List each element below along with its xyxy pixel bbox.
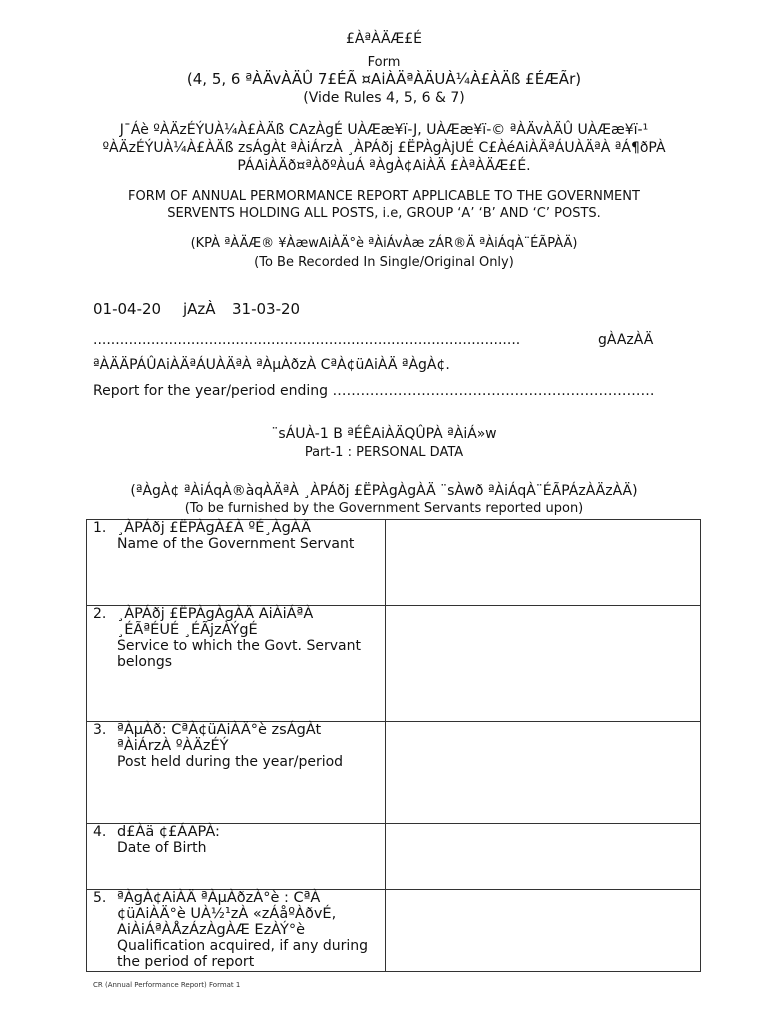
answer-field-post[interactable]	[386, 722, 701, 824]
part1-instruction-english: (To be furnished by the Government Servants reported upon)	[184, 501, 584, 516]
question-cell	[87, 890, 386, 972]
row-number: 1.	[93, 520, 107, 536]
single-copy-english: (To Be Recorded In Single/Original Only)	[254, 255, 514, 270]
single-copy-kannada: (KPÀ ªÀÄÆ® ¥ÀæwAiÀÄ°è ªÀiÁvÀæ zÁR®Ä ªÀiÁqÀ¨ÉÃPÀÄ)	[190, 236, 578, 251]
table-row	[87, 520, 701, 606]
question-english: Name of the Government Servant	[117, 536, 355, 552]
question-kannada: d£Àä ¢£ÁAPÀ:	[117, 824, 220, 840]
part1-instruction-kannada: (ªÀgÀ¢ ªÀiÁqÀ®àqÀÄªÀ ¸ÀPÁðj £ËPÀgÀgÀÄ ¨sÀwð ªÀiÁqÀ¨ÉÃPÁzÀÄzÀÄ)	[130, 483, 638, 499]
question-kannada: ªÀiÁrzÀ ºÀÄzÉÝ	[117, 738, 229, 754]
period-kannada-line: ªÀÄÄPÁÛAiÀÄªÁUÀÄªÀ ªÀµÀðzÀ CªÀ¢üAiÀÄ ªÀgÀ¢.	[93, 357, 450, 373]
period-to-word: jAzÀ	[183, 300, 216, 318]
part1-heading-kannada: ¨sÁUÀ-1 B ªÉÊAiÀÄQÛPÀ ªÀiÁ»w	[271, 426, 497, 442]
form-subtitle: (4, 5, 6 ªÀÄvÀÄÛ 7£ÉÃ ¤AiÀÄªÀÄUÀ¼À£ÀÄß £ÉÆÃr)	[186, 70, 582, 88]
part1-heading-english: Part-1 : PERSONAL DATA	[304, 445, 464, 460]
question-english: Service to which the Govt. Servant	[117, 638, 361, 654]
question-english: Date of Birth	[117, 840, 207, 856]
answer-field-service[interactable]	[386, 606, 701, 722]
question-english: Qualification acquired, if any during	[117, 938, 369, 954]
question-cell	[87, 606, 386, 722]
period-from-date: 01-04-20	[93, 300, 162, 318]
english-title-line: SERVENTS HOLDING ALL POSTS, i.e, GROUP ‘A’ ‘B’ AND ‘C’ POSTS.	[167, 206, 601, 221]
kannada-para-line: ºÀÄzÉÝUÀ¼À£ÀÄß zsÁgÀt ªÀiÁrzÀ ¸ÀPÁðj £ËPÀgÀjUÉ C£ÀéAiÀÄªÁUÀÄªÀ ªÁ¶ðPÀ	[102, 140, 666, 156]
question-kannada: ªÀgÀ¢AiÀÄ ªÀµÀðzÀ°è : CªÀ	[117, 890, 321, 906]
row-number: 3.	[93, 722, 107, 738]
period-english-line: Report for the year/period ending ……………………………………………………………	[93, 383, 655, 399]
table-row	[87, 890, 701, 972]
form-label: Form	[367, 55, 401, 70]
question-kannada: ¸ÀPÁðj £ËPÀgÀ£À ºÉ¸ÀgÀÄ	[117, 520, 312, 536]
question-english: belongs	[117, 654, 173, 670]
kannada-para-line: J¯Áè ºÀÄzÉÝUÀ¼À£ÀÄß CAzÀgÉ UÀÆæ¥ï-J, UÀÆæ¥ï-© ªÀÄvÀÄÛ UÀÆæ¥ï-¹	[119, 122, 649, 138]
question-cell	[87, 824, 386, 890]
question-english: the period of report	[117, 954, 255, 970]
question-cell	[87, 722, 386, 824]
question-kannada: ¸ÉÃªÉUÉ ¸ÉÃjzÀÝgÉ	[117, 622, 258, 638]
question-english: Post held during the year/period	[117, 754, 344, 770]
question-kannada: ¢üAiÀÄ°è UÀ½¹zÀ «zÁåºÀðvÉ,	[117, 906, 337, 922]
row-number: 4.	[93, 824, 107, 840]
row-number: 5.	[93, 890, 107, 906]
answer-field-name[interactable]	[386, 520, 701, 606]
row-number: 2.	[93, 606, 107, 622]
period-dotted-suffix: gÀAzÀÄ	[598, 332, 654, 348]
kannada-para-line: PÁAiÀÄð¤ªÀðºÀuÁ ªÀgÀ¢AiÀÄ £ÀªÀÄÆ£É.	[237, 158, 531, 174]
table-row	[87, 824, 701, 890]
table-row	[87, 606, 701, 722]
question-cell	[87, 520, 386, 606]
question-kannada: AiÀiÁªÀÅzÁzÀgÀÆ EzÀÝ°è	[117, 922, 305, 938]
question-kannada: ªÀµÀð: CªÀ¢üAiÀÄ°è zsÁgÀt	[117, 722, 322, 738]
table-row	[87, 722, 701, 824]
answer-field-qualification[interactable]	[386, 890, 701, 972]
personal-data-table	[86, 519, 701, 972]
answer-field-dob[interactable]	[386, 824, 701, 890]
form-title-kannada: £ÀªÀÄÆ£É	[345, 31, 422, 47]
period-dotted-line: ................................................................................................	[93, 332, 521, 348]
page-footer: CR (Annual Performance Report) Format 1	[93, 981, 241, 989]
period-to-date: 31-03-20	[232, 300, 301, 318]
question-kannada: ¸ÀPÁðj £ËPÀgÀgÀÄ AiÀiÁªÀ	[117, 606, 314, 622]
english-title-line: FORM OF ANNUAL PERMORMANCE REPORT APPLICABLE TO THE GOVERNMENT	[128, 189, 640, 204]
vide-rules: (Vide Rules 4, 5, 6 & 7)	[303, 90, 465, 106]
